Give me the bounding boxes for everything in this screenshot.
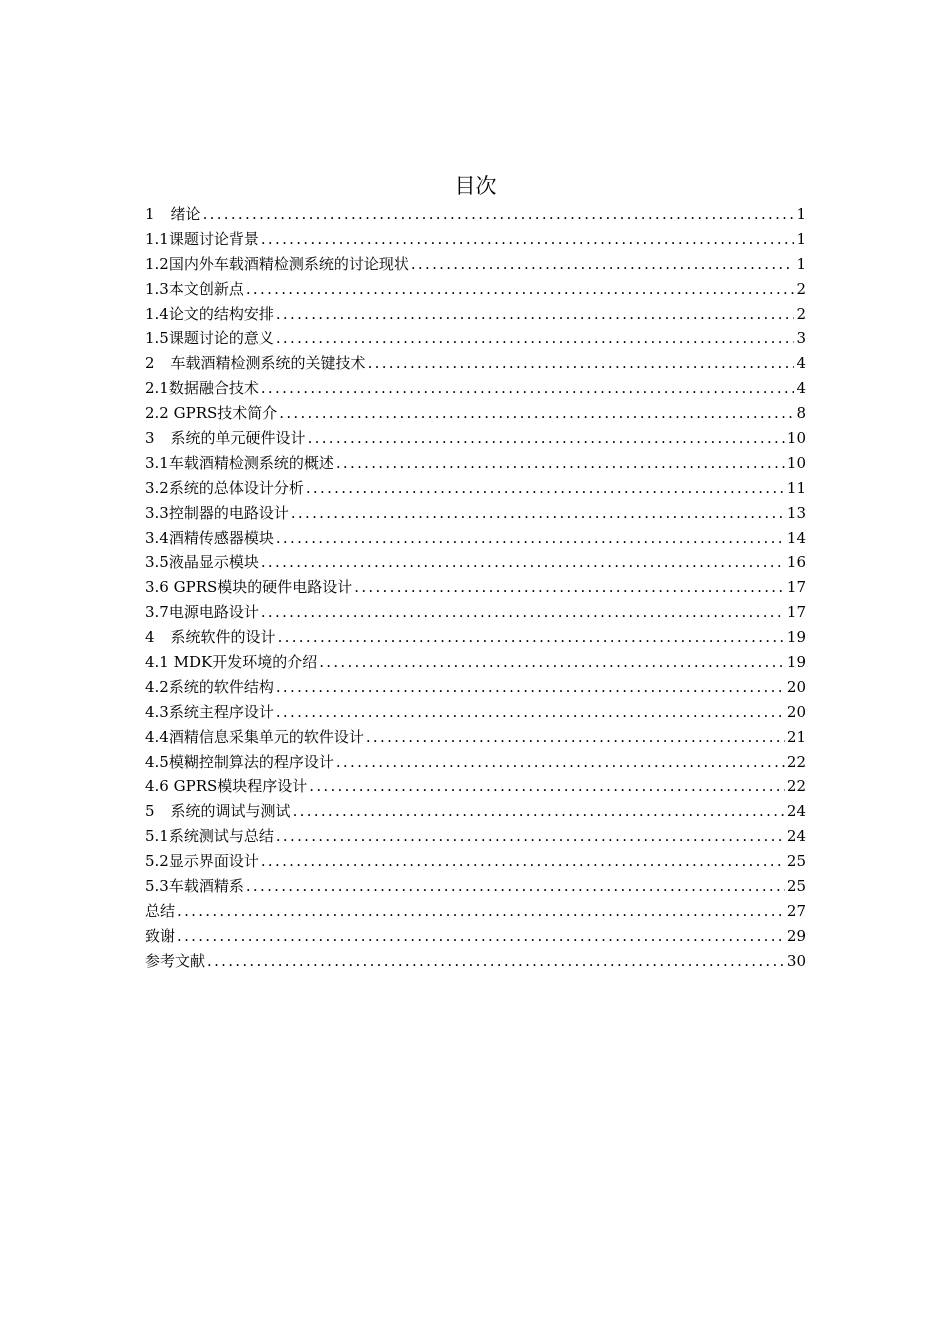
toc-entry[interactable] (145, 302, 806, 327)
toc-page-number: 19 (786, 628, 806, 647)
toc-entry-text: 4.2系统的软件结构 (145, 677, 274, 696)
toc-entry[interactable] (145, 476, 806, 501)
toc-page-number: 29 (786, 926, 806, 945)
toc-entry[interactable] (145, 750, 806, 775)
toc-dot-leader (336, 451, 785, 476)
toc-dot-leader (207, 949, 785, 974)
toc-entry[interactable] (145, 874, 806, 899)
toc-entry-label (145, 774, 307, 799)
toc-entry-label (145, 376, 259, 401)
toc-page-number: 11 (786, 478, 806, 497)
toc-entry-text: 3.7电源电路设计 (145, 603, 259, 622)
toc-dot-leader (261, 600, 785, 625)
toc-dot-leader (291, 501, 785, 526)
table-of-contents (145, 172, 806, 974)
toc-dot-leader (368, 351, 795, 376)
toc-entry-text: 1.3本文创新点 (145, 279, 244, 298)
toc-entry[interactable] (145, 326, 806, 351)
toc-entry-text: 系统软件的设计 (170, 628, 276, 647)
toc-title: 目次 (454, 174, 497, 198)
toc-page-number: 4 (796, 354, 806, 373)
toc-entry-label (145, 501, 289, 526)
toc-dot-leader (177, 899, 785, 924)
toc-page-number: 17 (786, 578, 806, 597)
toc-dot-leader (309, 774, 785, 799)
toc-entry[interactable] (145, 725, 806, 750)
toc-page-number: 22 (786, 752, 806, 771)
toc-page-number: 17 (786, 603, 806, 622)
toc-dot-leader (261, 227, 795, 252)
toc-dot-leader (411, 252, 795, 277)
toc-entry-label (145, 600, 259, 625)
toc-entry-label (145, 924, 175, 949)
toc-page-number: 10 (786, 429, 806, 448)
toc-entry[interactable] (145, 376, 806, 401)
toc-entry[interactable] (145, 252, 806, 277)
toc-entry-text: 系统的调试与测试 (170, 802, 291, 821)
toc-dot-leader (261, 550, 785, 575)
toc-dot-leader (261, 376, 795, 401)
toc-page-number: 30 (786, 951, 806, 970)
toc-entry-label (145, 326, 274, 351)
toc-dot-leader (246, 874, 785, 899)
toc-entry[interactable] (145, 351, 806, 376)
toc-dot-leader (261, 849, 785, 874)
toc-entry-label (145, 899, 175, 924)
toc-entry-text: 致谢 (145, 926, 176, 945)
toc-entry-label (145, 675, 274, 700)
toc-entry[interactable] (145, 426, 806, 451)
toc-entry-label (145, 252, 409, 277)
toc-page-number: 25 (786, 852, 806, 871)
toc-entry-label (145, 874, 244, 899)
toc-page-number: 16 (786, 553, 806, 572)
toc-dot-leader (246, 277, 795, 302)
toc-entry[interactable] (145, 202, 806, 227)
toc-entry-label (145, 451, 334, 476)
toc-entry-text: 绪论 (170, 205, 201, 223)
toc-entry[interactable] (145, 675, 806, 700)
toc-entry-label (145, 849, 259, 874)
toc-page-number: 13 (786, 503, 806, 522)
toc-list (145, 202, 806, 974)
toc-dot-leader (276, 675, 785, 700)
toc-entry[interactable] (145, 924, 806, 949)
toc-dot-leader (279, 401, 794, 426)
toc-entry[interactable] (145, 227, 806, 252)
toc-entry-text: 5.1系统测试与总结 (145, 827, 274, 846)
toc-entry[interactable] (145, 824, 806, 849)
toc-entry-text: 4.6 GPRS模块程序设计 (145, 777, 308, 796)
toc-entry-text: 1.2国内外车载酒精检测系统的讨论现状 (145, 254, 409, 273)
toc-entry-label (145, 949, 205, 974)
toc-page-number: 14 (786, 528, 806, 547)
toc-dot-leader (276, 526, 785, 551)
toc-page-number: 19 (786, 653, 806, 672)
toc-entry-label (145, 700, 274, 725)
toc-entry-text: 2.2 GPRS技术简介 (145, 404, 278, 423)
toc-entry-text: 系统的单元硬件设计 (170, 429, 306, 448)
toc-dot-leader (293, 799, 785, 824)
toc-page-number: 24 (786, 802, 806, 821)
toc-dot-leader (306, 476, 785, 501)
toc-entry-text: 参考文献 (145, 951, 206, 970)
toc-entry-text: 1.5课题讨论的意义 (145, 329, 274, 348)
toc-entry-text: 4.4酒精信息采集单元的软件设计 (145, 727, 364, 746)
toc-entry-label (145, 824, 274, 849)
toc-entry-text: 4.1 MDK开发环境的介绍 (145, 653, 318, 672)
toc-entry[interactable] (145, 451, 806, 476)
toc-page-number: 2 (796, 279, 806, 298)
toc-page-number: 20 (786, 677, 806, 696)
toc-entry-text: 3.2系统的总体设计分析 (145, 478, 304, 497)
toc-entry[interactable] (145, 650, 806, 675)
toc-dot-leader (276, 824, 785, 849)
toc-page-number: 3 (796, 329, 806, 348)
toc-entry[interactable] (145, 600, 806, 625)
toc-entry-text: 1.4论文的结构安排 (145, 304, 274, 323)
toc-page-number: 1 (796, 205, 806, 223)
toc-entry-label (145, 750, 334, 775)
toc-dot-leader (276, 700, 785, 725)
toc-chapter-number: 5 (145, 802, 155, 821)
toc-entry-text: 3.3控制器的电路设计 (145, 503, 289, 522)
toc-entry-text: 总结 (145, 901, 176, 920)
toc-entry-label (145, 476, 304, 501)
toc-entry-label (145, 799, 291, 824)
toc-entry-text: 1.1课题讨论背景 (145, 229, 259, 248)
toc-page-number: 8 (796, 404, 806, 423)
toc-chapter-number: 3 (145, 429, 155, 448)
toc-entry-label (145, 426, 306, 451)
toc-dot-leader (336, 750, 785, 775)
toc-page-number: 27 (786, 901, 806, 920)
toc-entry-text: 2.1数据融合技术 (145, 379, 259, 398)
toc-entry[interactable] (145, 774, 806, 799)
toc-entry[interactable] (145, 899, 806, 924)
toc-entry[interactable] (145, 849, 806, 874)
toc-entry-text: 3.4酒精传感器模块 (145, 528, 274, 547)
toc-entry[interactable] (145, 526, 806, 551)
toc-entry[interactable] (145, 949, 806, 974)
toc-page-number: 2 (796, 304, 806, 323)
toc-dot-leader (177, 924, 785, 949)
toc-entry-label (145, 575, 352, 600)
toc-chapter-number: 4 (145, 628, 155, 647)
toc-dot-leader (276, 326, 795, 351)
toc-entry-label (145, 202, 201, 227)
toc-entry-label (145, 351, 366, 376)
toc-dot-leader (278, 625, 785, 650)
toc-entry-label (145, 277, 244, 302)
toc-entry-text: 4.5模糊控制算法的程序设计 (145, 752, 334, 771)
toc-entry-label (145, 725, 364, 750)
toc-page-number: 22 (786, 777, 806, 796)
toc-dot-leader (354, 575, 785, 600)
toc-entry-label (145, 227, 259, 252)
toc-entry-label (145, 401, 277, 426)
toc-entry[interactable] (145, 501, 806, 526)
toc-dot-leader (203, 202, 795, 227)
toc-entry-label (145, 625, 276, 650)
toc-page-number: 21 (786, 727, 806, 746)
toc-entry[interactable] (145, 550, 806, 575)
toc-page-number: 1 (796, 229, 806, 248)
toc-dot-leader (276, 302, 795, 327)
toc-page-number: 10 (786, 453, 806, 472)
toc-entry[interactable] (145, 625, 806, 650)
toc-page-number: 24 (786, 827, 806, 846)
toc-page-number: 1 (796, 254, 806, 273)
toc-page-number: 20 (786, 702, 806, 721)
toc-entry-label (145, 526, 274, 551)
toc-entry[interactable] (145, 799, 806, 824)
toc-entry[interactable] (145, 401, 806, 426)
toc-entry-text: 4.3系统主程序设计 (145, 702, 274, 721)
toc-entry-text: 5.3车载酒精系 (145, 877, 244, 896)
toc-entry[interactable] (145, 277, 806, 302)
toc-chapter-number: 2 (145, 354, 155, 373)
toc-entry-text: 3.5液晶显示模块 (145, 553, 259, 572)
toc-chapter-number: 1 (145, 205, 155, 223)
toc-entry-label (145, 650, 317, 675)
toc-dot-leader (366, 725, 785, 750)
toc-entry[interactable] (145, 575, 806, 600)
toc-entry-label (145, 550, 259, 575)
toc-entry-label (145, 302, 274, 327)
toc-entry-text: 3.6 GPRS模块的硬件电路设计 (145, 578, 353, 597)
toc-entry-text: 车载酒精检测系统的关键技术 (170, 354, 366, 373)
toc-entry-text: 5.2显示界面设计 (145, 852, 259, 871)
toc-page-number: 4 (796, 379, 806, 398)
toc-dot-leader (308, 426, 785, 451)
toc-entry-text: 3.1车载酒精检测系统的概述 (145, 453, 334, 472)
toc-entry[interactable] (145, 700, 806, 725)
toc-dot-leader (319, 650, 785, 675)
toc-page-number: 25 (786, 877, 806, 896)
